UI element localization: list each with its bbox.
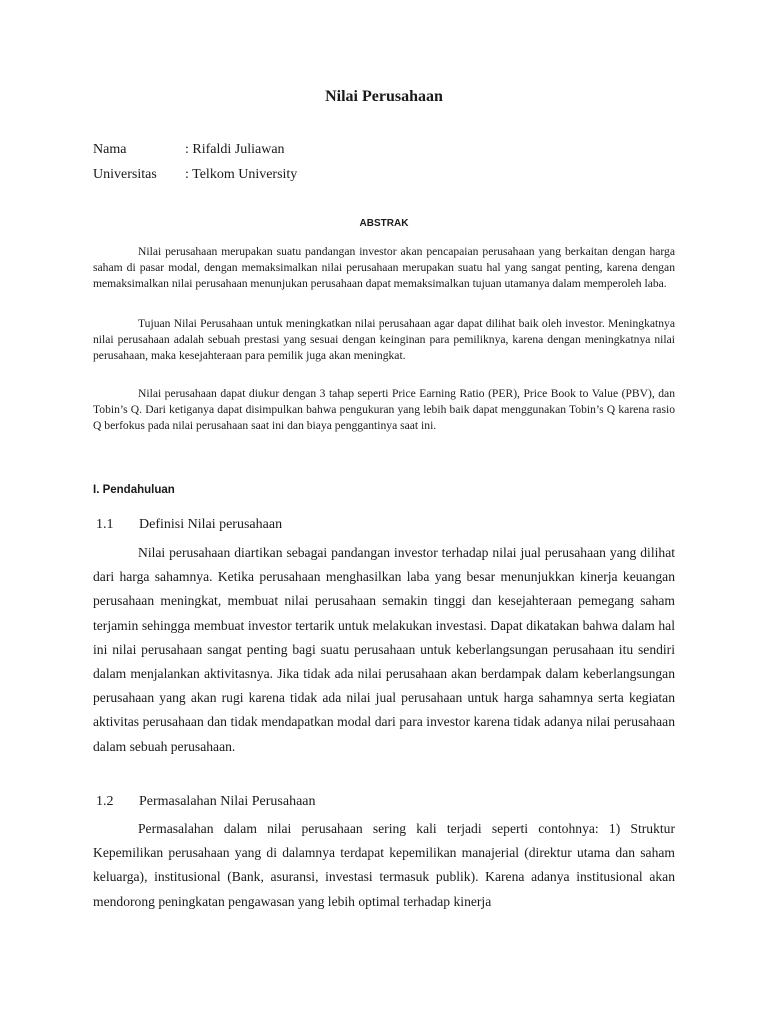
body-paragraph: Permasalahan dalam nilai perusahaan sering kali terjadi seperti contohnya: 1) Struktur Kepemilikan perusahaan yang di dalamnya terdapat kepemilikan manajerial (direktur utama dan saham keluarga), institusional (Bank, asuransi, investasi termasuk publik). Karena adanya institusional akan mendorong peningkatan pengawasan yang lebih optimal terhadap kinerja	[93, 821, 675, 909]
subsection-number: 1.1	[96, 517, 114, 532]
nama-label: Nama	[93, 142, 127, 157]
universitas-value: : Telkom University	[185, 167, 298, 182]
abstract-paragraph: Nilai perusahaan dapat diukur dengan 3 tahap seperti Price Earning Ratio (PER), Price Book to Value (PBV), dan Tobin’s Q. Dari ketiganya dapat disimpulkan bahwa pengukuran yang lebih baik dapat menggunakan Tobin’s Q karena rasio Q berfokus pada nilai perusahaan saat ini dan biaya penggantinya saat ini.	[93, 387, 675, 432]
subsection-title: Definisi Nilai perusahaan	[139, 517, 283, 532]
section-heading: I. Pendahuluan	[93, 484, 175, 496]
abstract-heading: ABSTRAK	[359, 218, 409, 229]
document-title: Nilai Perusahaan	[325, 88, 443, 105]
subsection-number: 1.2	[96, 794, 114, 809]
abstract-paragraph: Tujuan Nilai Perusahaan untuk meningkatkan nilai perusahaan agar dapat dilihat baik oleh investor. Meningkatnya nilai perusahaan adalah sebuah prestasi yang sesuai dengan keinginan para pemiliknya, karena dengan meningkatnya nilai perusahaan, maka kesejahteraan para pemilik juga akan meningkat.	[93, 317, 675, 362]
subsection-heading-1-1	[96, 517, 282, 533]
universitas-label: Universitas	[93, 167, 157, 182]
abstract-paragraph: Nilai perusahaan merupakan suatu pandangan investor akan pencapaian perusahaan yang berkaitan dengan harga saham di pasar modal, dengan memaksimalkan nilai perusahaan merupakan suatu hal yang sangat penting, karena dengan memaksimalkan nilai perusahaan menunjukan perusahaan dapat memaksimalkan tujuan utamanya dalam memperoleh laba.	[93, 245, 675, 290]
subsection-title: Permasalahan Nilai Perusahaan	[139, 794, 316, 809]
nama-value: : Rifaldi Juliawan	[185, 142, 285, 157]
body-paragraph: Nilai perusahaan diartikan sebagai pandangan investor terhadap nilai jual perusahaan yang dilihat dari harga sahamnya. Ketika perusahaan menghasilkan laba yang besar menunjukkan kinerja keuangan perusahaan meningkat, membuat nilai perusahaan semakin tinggi dan kesejahteraan pemegang saham terjamin sehingga membuat investor tertarik untuk melakukan investasi. Dapat dikatakan bahwa dalam hal ini nilai perusahaan sangat penting bagi suatu perusahaan untuk keberlangsungan perusahaan itu sendiri dalam menjalankan aktivitasnya. Jika tidak ada nilai perusahaan akan berdampak dalam keberlangsungan perusahaan yang akan rugi karena tidak ada nilai jual perusahaan untuk harga sahamnya serta kegiatan aktivitas perusahaan dan tidak mendapatkan modal dari para investor karena tidak adanya nilai perusahaan dalam sebuah perusahaan.	[93, 545, 675, 754]
subsection-heading-1-2	[96, 794, 316, 810]
